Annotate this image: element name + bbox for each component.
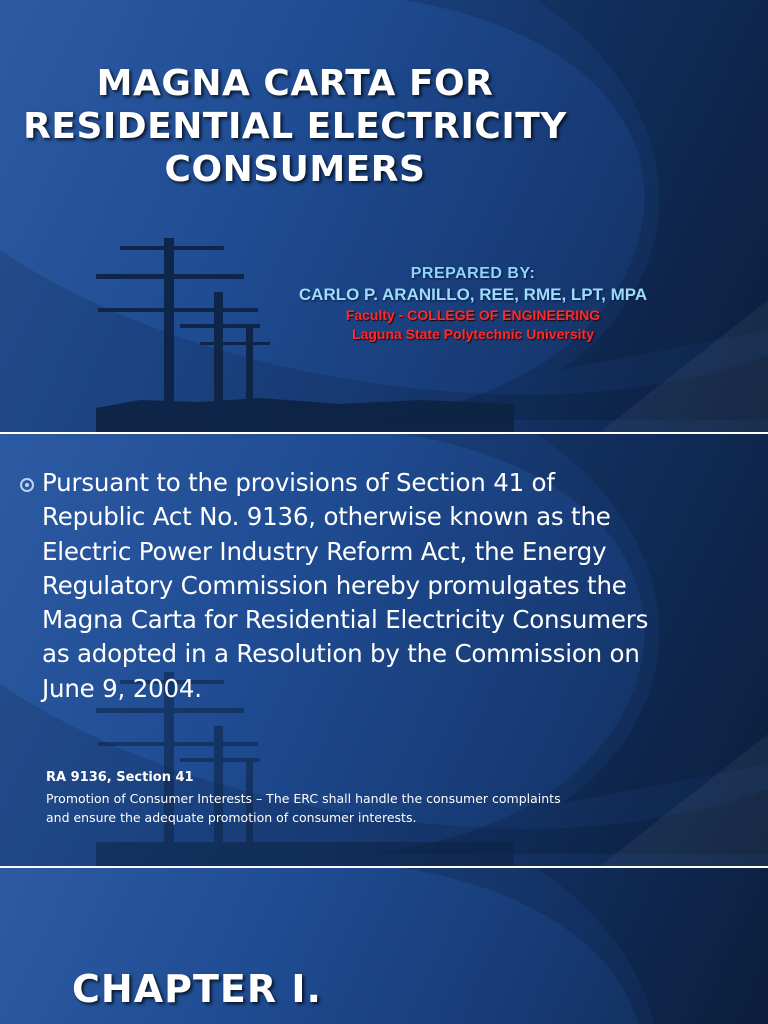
footnote-body: Promotion of Consumer Interests – The ERC shall handle the consumer complaints and ensure the adequate promotion of consumer interests. [46, 791, 561, 825]
chapter-slide [0, 868, 768, 1024]
prepared-by-block [240, 264, 706, 344]
bullet-icon [20, 478, 34, 492]
author-university: Laguna State Polytechnic University [352, 326, 594, 342]
title-slide [0, 0, 768, 432]
slide-title: MAGNA CARTA FOR RESIDENTIAL ELECTRICITY CONSUMERS [23, 63, 567, 190]
prepared-by-label: PREPARED BY: [410, 265, 536, 282]
content-slide [0, 434, 768, 866]
footnote-heading: RA 9136, Section 41 [46, 770, 194, 785]
author-name: CARLO P. ARANILLO, REE, RME, LPT, MPA [298, 285, 648, 304]
author-faculty: Faculty - COLLEGE OF ENGINEERING [345, 307, 601, 323]
chapter-title: CHAPTER I. [72, 967, 322, 1011]
bullet-paragraph: Pursuant to the provisions of Section 41 of Republic Act No. 9136, otherwise known as the Electric Power Industry Reform Act, the Energy Regulatory Commission hereby promulgates the Magna Carta for Residential Electricity Consumers as adopted in a Resolution by the Commission on June 9, 2004. [42, 468, 649, 703]
